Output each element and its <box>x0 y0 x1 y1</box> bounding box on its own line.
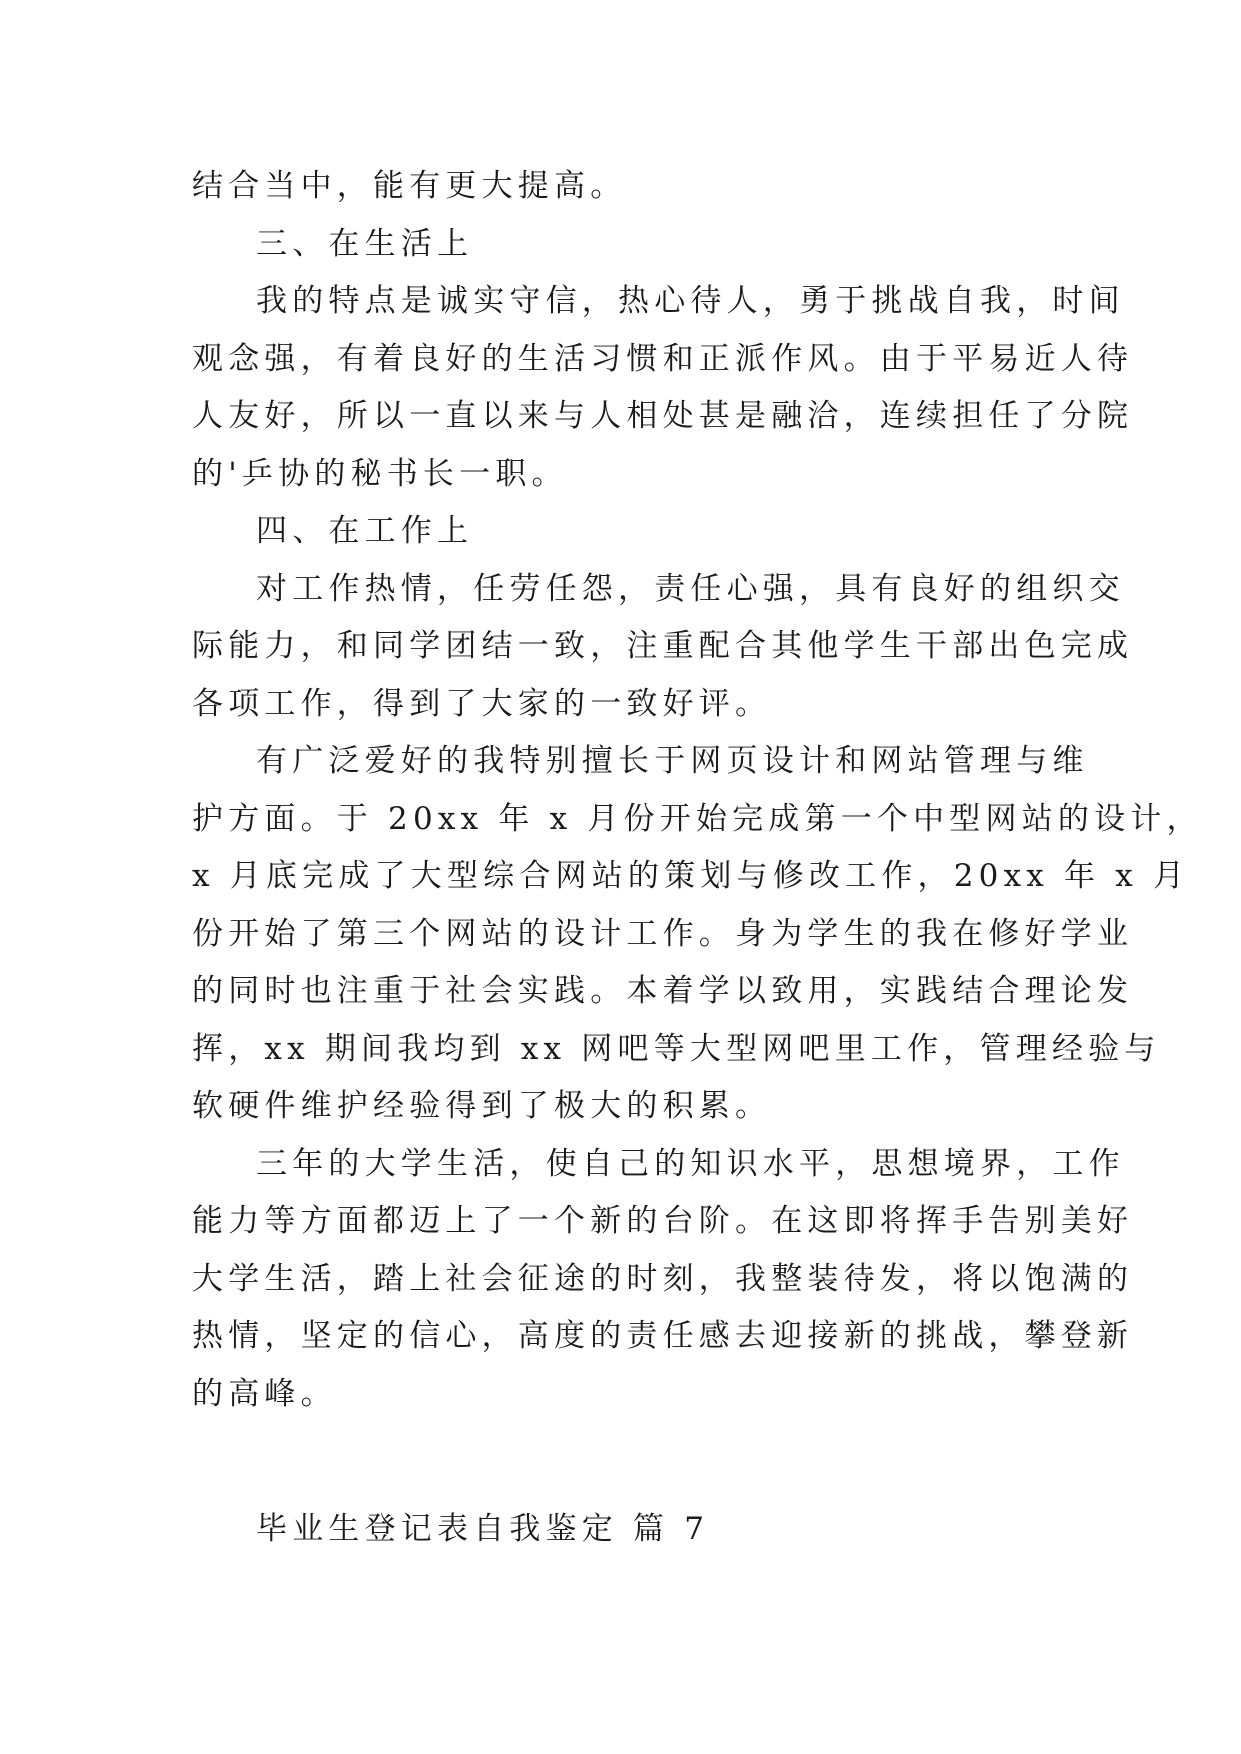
paragraph-line: 结合当中，能有更大提高。 <box>192 168 627 204</box>
paragraph-line: 的'乒协的秘书长一职。 <box>192 455 568 492</box>
paragraph-line: 热情，坚定的信心，高度的责任感去迎接新的挑战，攀登新 <box>192 1318 1134 1354</box>
spacer <box>192 1423 1052 1481</box>
paragraph-line: 的同时也注重于社会实践。本着学以致用，实践结合理论发 <box>192 973 1134 1009</box>
paragraph-line: 观念强，有着良好的生活习惯和正派作风。由于平易近人待 <box>192 340 1134 377</box>
paragraph-line: 能力等方面都迈上了一个新的台阶。在这即将挥手告别美好 <box>192 1203 1134 1239</box>
section-heading-life: 三、在生活上 <box>256 225 474 262</box>
paragraph-line: x 月底完成了大型综合网站的策划与修改工作，20xx 年 x 月 <box>192 858 1190 894</box>
paragraph-line: 有广泛爱好的我特别擅长于网页设计和网站管理与维 <box>256 743 1089 779</box>
paragraph-line: 三年的大学生活，使自己的知识水平，思想境界，工作 <box>256 1145 1125 1182</box>
paragraph-line: 的高峰。 <box>192 1375 337 1412</box>
paragraph-line: 大学生活，踏上社会征途的时刻，我整装待发，将以饱满的 <box>192 1260 1134 1297</box>
paragraph-line: 护方面。于 20xx 年 x 月份开始完成第一个中型网站的设计， <box>192 800 1203 837</box>
paragraph-line: 软硬件维护经验得到了极大的积累。 <box>192 1088 772 1124</box>
paragraph-line: 对工作热情，任劳任怨，责任心强，具有良好的组织交 <box>256 570 1125 607</box>
paragraph-line: 份开始了第三个网站的设计工作。身为学生的我在修好学业 <box>192 915 1134 952</box>
paragraph-line: 际能力，和同学团结一致，注重配合其他学生干部出色完成 <box>192 628 1134 664</box>
paragraph-line: 挥，xx 期间我均到 xx 网吧等大型网吧里工作，管理经验与 <box>192 1030 1161 1067</box>
paragraph-line: 各项工作，得到了大家的一致好评。 <box>192 685 772 722</box>
section-title: 毕业生登记表自我鉴定 篇 7 <box>256 1510 710 1547</box>
paragraph-line: 我的特点是诚实守信，热心待人，勇于挑战自我，时间 <box>256 283 1125 319</box>
paragraph-line: 人友好，所以一直以来与人相处甚是融洽，连续担任了分院 <box>192 398 1134 434</box>
document-body <box>192 158 1203 1558</box>
section-heading-work: 四、在工作上 <box>256 513 474 549</box>
